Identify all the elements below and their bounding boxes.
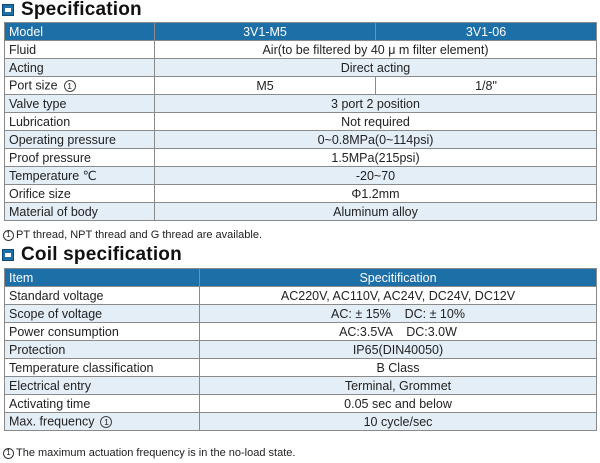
row-label: [5, 413, 200, 431]
row-value: Aluminum alloy: [155, 203, 597, 221]
spec-col-3v1-m5: 3V1-M5: [155, 23, 376, 41]
row-value: AC:3.5VA DC:3.0W: [200, 323, 597, 341]
spec-table: [4, 22, 597, 221]
table-row: [5, 359, 597, 377]
table-row: [5, 77, 597, 95]
table-row: [5, 323, 597, 341]
table-row: [5, 203, 597, 221]
spec-col-3v1-06: 3V1-06: [376, 23, 597, 41]
table-row: [5, 41, 597, 59]
row-label: Material of body: [5, 203, 155, 221]
coil-header-row: [5, 269, 597, 287]
row-value: 10 cycle/sec: [200, 413, 597, 431]
table-row: [5, 377, 597, 395]
table-row: [5, 113, 597, 131]
row-label-text: Max. frequency: [9, 414, 95, 429]
note-marker: 1: [64, 80, 76, 92]
table-row: [5, 59, 597, 77]
table-row: [5, 95, 597, 113]
footnote-text: PT thread, NPT thread and G thread are available.: [16, 229, 263, 241]
row-label: Fluid: [5, 41, 155, 59]
row-label: Scope of voltage: [5, 305, 200, 323]
row-value: 1.5MPa(215psi): [155, 149, 597, 167]
row-value: -20~70: [155, 167, 597, 185]
row-value: 0~0.8MPa(0~114psi): [155, 131, 597, 149]
square-bullet-icon: [2, 4, 14, 16]
row-value: 3 port 2 position: [155, 95, 597, 113]
row-label: Orifice size: [5, 185, 155, 203]
spec-col-model: Model: [5, 23, 155, 41]
spec-title: Specification: [21, 0, 142, 20]
row-label: Proof pressure: [5, 149, 155, 167]
row-label: Protection: [5, 341, 200, 359]
row-value: 0.05 sec and below: [200, 395, 597, 413]
table-row: [5, 413, 597, 431]
row-label: Standard voltage: [5, 287, 200, 305]
row-value: AC220V, AC110V, AC24V, DC24V, DC12V: [200, 287, 597, 305]
row-label-text: Port size: [9, 78, 58, 93]
table-row: [5, 167, 597, 185]
table-row: [5, 341, 597, 359]
row-label: Valve type: [5, 95, 155, 113]
row-label: Lubrication: [5, 113, 155, 131]
row-label: Temperature classification: [5, 359, 200, 377]
table-row: [5, 149, 597, 167]
footnote-marker: 1: [3, 230, 14, 241]
table-row: [5, 395, 597, 413]
coil-col-spec: Specitification: [200, 269, 597, 287]
row-value-06: 1/8": [376, 77, 597, 95]
square-bullet-icon: [2, 249, 14, 261]
table-row: [5, 305, 597, 323]
row-value: Not required: [155, 113, 597, 131]
row-label: Activating time: [5, 395, 200, 413]
table-row: [5, 131, 597, 149]
row-label: Electrical entry: [5, 377, 200, 395]
row-value: Air(to be filtered by 40 μ m filter element): [155, 41, 597, 59]
table-row: [5, 287, 597, 305]
row-label: Temperature ℃: [5, 167, 155, 185]
row-label: Acting: [5, 59, 155, 77]
footnote-text: The maximum actuation frequency is in the no-load state.: [16, 447, 296, 459]
coil-table: [4, 268, 597, 431]
row-value-m5: M5: [155, 77, 376, 95]
coil-footnote: [3, 447, 295, 459]
row-value: B Class: [200, 359, 597, 377]
row-value: Direct acting: [155, 59, 597, 77]
note-marker: 1: [100, 416, 112, 428]
row-value: Φ1.2mm: [155, 185, 597, 203]
row-value: AC: ± 15% DC: ± 10%: [200, 305, 597, 323]
coil-col-item: Item: [5, 269, 200, 287]
row-label: Power consumption: [5, 323, 200, 341]
spec-footnote: [3, 229, 262, 241]
coil-section-title: [2, 245, 182, 265]
row-value: IP65(DIN40050): [200, 341, 597, 359]
row-value: Terminal, Grommet: [200, 377, 597, 395]
spec-header-row: [5, 23, 597, 41]
row-label: [5, 77, 155, 95]
spec-section-title: [2, 0, 142, 20]
coil-title: Coil specification: [21, 244, 182, 265]
table-row: [5, 185, 597, 203]
row-label: Operating pressure: [5, 131, 155, 149]
footnote-marker: 1: [3, 448, 14, 459]
